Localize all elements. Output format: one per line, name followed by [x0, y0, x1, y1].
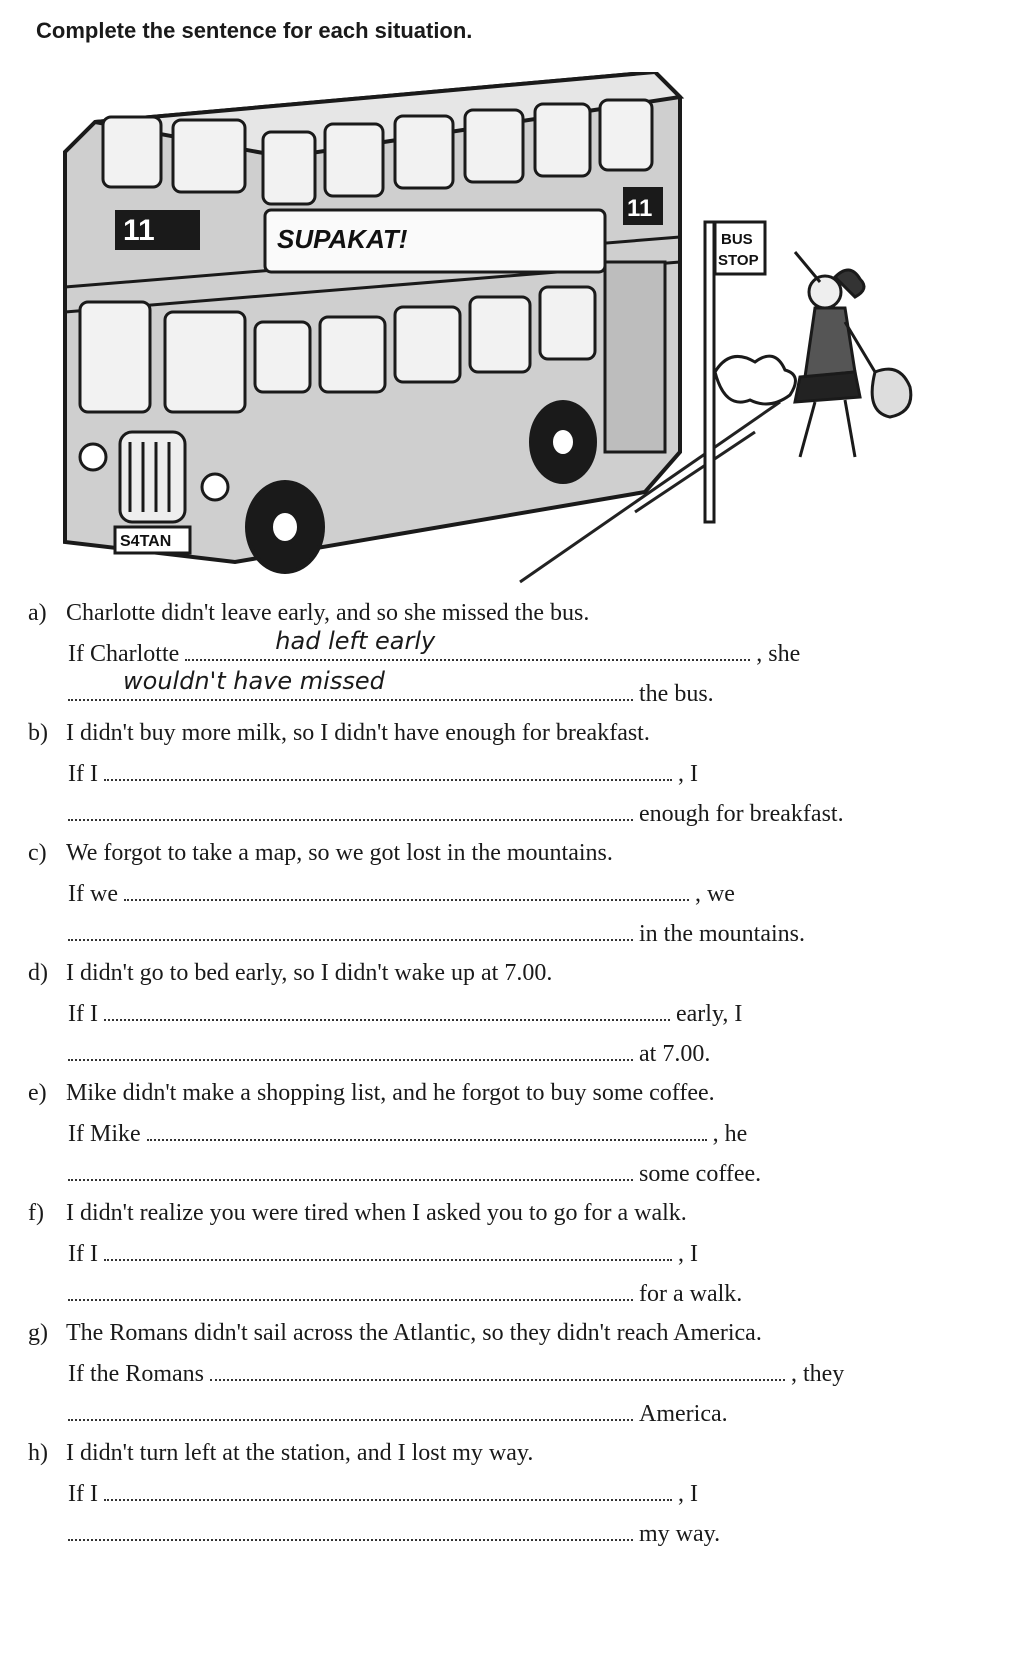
handwritten-answer-1: had left early: [275, 627, 436, 655]
prompt-start: If Mike: [68, 1121, 141, 1147]
exercise-b: [28, 713, 988, 833]
answer-blank-2[interactable]: [68, 1513, 633, 1541]
prompt-end: for a walk.: [639, 1281, 743, 1307]
item-letter: d): [28, 960, 48, 986]
route-number: 11: [123, 214, 155, 247]
bus-stop-pole: [705, 222, 714, 522]
ad-text: SUPAKAT!: [277, 224, 408, 254]
prompt-end: enough for breakfast.: [639, 801, 844, 827]
prompt-start: If Charlotte: [68, 641, 180, 667]
exercise-e: [28, 1073, 988, 1193]
answer-blank-1[interactable]: [210, 1353, 785, 1381]
handwritten-answer-2: wouldn't have missed: [123, 667, 385, 695]
answer-blank-1[interactable]: [104, 993, 670, 1021]
situation-text: I didn't turn left at the station, and I lost my way.: [66, 1440, 534, 1466]
item-letter: g): [28, 1320, 48, 1346]
exercise-g: [28, 1313, 988, 1433]
prompt-mid: , he: [712, 1121, 748, 1147]
prompt-end: some coffee.: [639, 1161, 762, 1187]
prompt-end: America.: [639, 1401, 728, 1427]
situation-text: Charlotte didn't leave early, and so she missed the bus.: [66, 600, 590, 626]
exercise-f: [28, 1193, 988, 1313]
answer-blank-1[interactable]: [147, 1113, 707, 1141]
answer-blank-1[interactable]: [104, 1473, 672, 1501]
prompt-mid: , I: [677, 761, 698, 787]
answer-blank-2[interactable]: [68, 1033, 633, 1061]
prompt-mid: , they: [790, 1361, 845, 1387]
answer-blank-1[interactable]: [104, 1233, 672, 1261]
answer-blank-2[interactable]: [68, 1153, 633, 1181]
prompt-mid: , I: [677, 1481, 698, 1507]
prompt-mid: , we: [694, 881, 735, 907]
radiator: [120, 432, 185, 522]
plate-text: S4TAN: [120, 533, 172, 550]
exercise-a: [28, 593, 988, 713]
answer-blank-2[interactable]: [68, 1273, 633, 1301]
prompt-start: If I: [68, 1481, 98, 1507]
prompt-start: If I: [68, 761, 98, 787]
route-number-side: 11: [627, 195, 653, 222]
exercise-h: [28, 1433, 988, 1553]
prompt-start: If I: [68, 1241, 98, 1267]
prompt-start: If the Romans: [68, 1361, 204, 1387]
item-letter: c): [28, 840, 47, 866]
exhaust-cloud: [715, 356, 795, 404]
situation-text: I didn't go to bed early, so I didn't wake up at 7.00.: [66, 960, 553, 986]
situation-text: The Romans didn't sail across the Atlantic, so they didn't reach America.: [66, 1320, 762, 1346]
prompt-end: my way.: [639, 1521, 721, 1547]
answer-blank-1[interactable]: [104, 753, 672, 781]
bus-stop-line1: BUS: [721, 231, 753, 248]
answer-blank-1[interactable]: [124, 873, 689, 901]
answer-blank-2[interactable]: [68, 667, 633, 701]
prompt-mid: early, I: [675, 1001, 743, 1027]
answer-blank-2[interactable]: [68, 1393, 633, 1421]
item-letter: a): [28, 600, 47, 626]
prompt-end: in the mountains.: [639, 921, 805, 947]
answer-blank-1[interactable]: [185, 627, 750, 661]
situation-a: [28, 593, 988, 633]
prompt-mid: , I: [677, 1241, 698, 1267]
item-letter: h): [28, 1440, 48, 1466]
running-woman: [795, 252, 911, 457]
bus-illustration: [55, 72, 975, 627]
exercise-d: [28, 953, 988, 1073]
prompt-start: If I: [68, 1001, 98, 1027]
bus-stop-line2: STOP: [718, 252, 759, 269]
prompt-end: the bus.: [639, 681, 714, 707]
situation-text: I didn't realize you were tired when I asked you to go for a walk.: [66, 1200, 687, 1226]
situation-text: Mike didn't make a shopping list, and he forgot to buy some coffee.: [66, 1080, 715, 1106]
instruction-heading: Complete the sentence for each situation.: [36, 18, 473, 43]
item-letter: b): [28, 720, 48, 746]
prompt-end: at 7.00.: [639, 1041, 711, 1067]
prompt-mid: , she: [756, 641, 801, 667]
situation-text: We forgot to take a map, so we got lost in the mountains.: [66, 840, 613, 866]
item-letter: e): [28, 1080, 47, 1106]
bus-door: [605, 262, 665, 452]
answer-blank-2[interactable]: [68, 913, 633, 941]
exercise-c: [28, 833, 988, 953]
situation-text: I didn't buy more milk, so I didn't have enough for breakfast.: [66, 720, 650, 746]
answer-blank-2[interactable]: [68, 793, 633, 821]
item-letter: f): [28, 1200, 44, 1226]
prompt-start: If we: [68, 881, 118, 907]
